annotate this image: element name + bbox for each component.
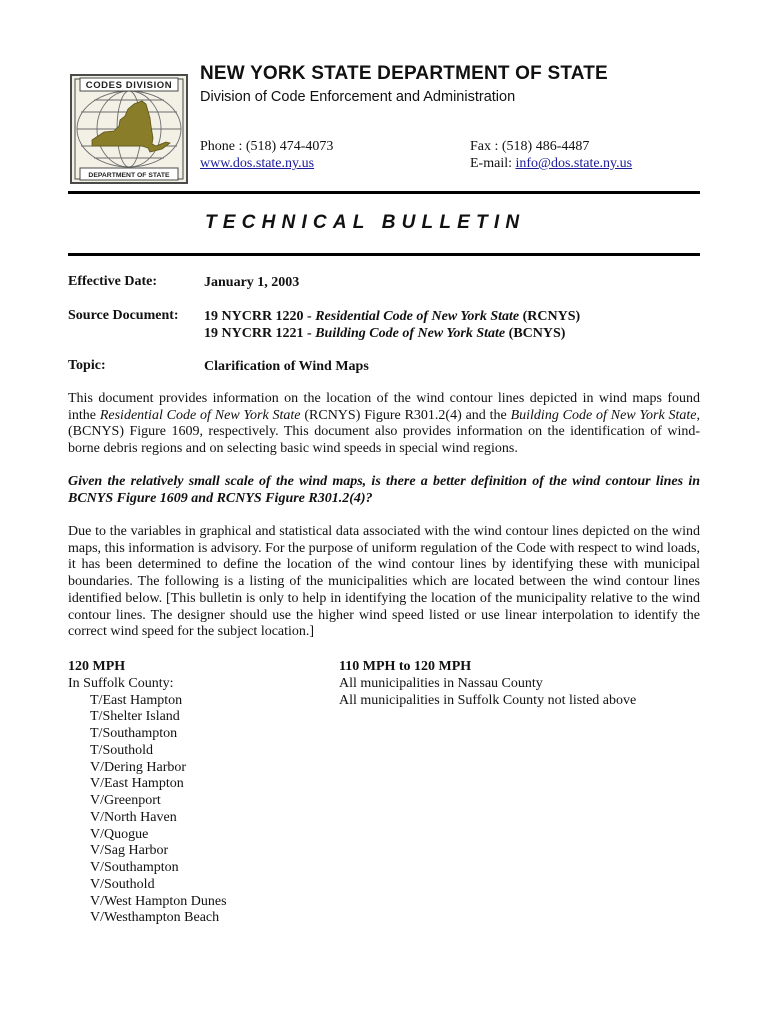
source-documents xyxy=(204,308,580,342)
zone-120-heading: 120 MPH xyxy=(68,659,126,674)
list-item: All municipalities in Suffolk County not listed above xyxy=(339,692,637,708)
website-link[interactable]: www.dos.state.ny.us xyxy=(200,156,315,171)
list-item: V/Southold xyxy=(90,876,155,892)
effective-date-label: Effective Date: xyxy=(68,274,158,289)
source-document-2: 19 NYCRR 1221 - Building Code of New York State (BCNYS) xyxy=(204,326,566,341)
contact-right xyxy=(470,138,632,172)
contact-left xyxy=(200,138,333,172)
list-item: V/Sag Harbor xyxy=(90,843,169,859)
list-item: V/Quogue xyxy=(90,826,149,842)
division-subtitle: Division of Code Enforcement and Administration xyxy=(200,89,516,105)
question-paragraph: Given the relatively small scale of the wind maps, is there a better definition of the wind contour lines in BCNYS Figure 1609 and RCNYS Figure R301.2(4)? xyxy=(68,474,700,506)
logo-bottom-text: DEPARTMENT OF STATE xyxy=(88,172,170,179)
bottom-divider xyxy=(68,253,700,256)
source-document-label: Source Document: xyxy=(68,308,179,323)
logo-top-text: CODES DIVISION xyxy=(85,80,173,91)
topic-label: Topic: xyxy=(68,358,106,373)
codes-division-logo xyxy=(70,74,188,184)
email-label: E-mail: xyxy=(470,156,516,171)
list-item: V/Westhampton Beach xyxy=(90,910,220,926)
bulletin-title: TECHNICAL BULLETIN xyxy=(205,212,526,233)
list-item: V/Dering Harbor xyxy=(90,759,187,775)
effective-date: January 1, 2003 xyxy=(204,275,300,290)
zone-110-120-heading: 110 MPH to 120 MPH xyxy=(339,659,472,674)
list-item: V/North Haven xyxy=(90,809,177,825)
intro-paragraph: This document provides information on the location of the wind contour lines depicted in wind maps found inthe Residential Code of New York State (RCNYS) Figure R301.2(4) and the Building Code of New York State, (BCNYS) Figure 1609, respectively. This document also provides information on the identification of wind-borne debris regions and on selecting basic wind speeds in special wind regions. xyxy=(68,391,700,457)
source-document-1: 19 NYCRR 1220 - Residential Code of New York State (RCNYS) xyxy=(204,309,581,324)
fax-number: Fax : (518) 486-4487 xyxy=(470,139,590,154)
list-item: All municipalities in Nassau County xyxy=(339,675,543,691)
answer-paragraph: Due to the variables in graphical and statistical data associated with the wind contour lines depicted on the wind maps, this information is advisory. For the purpose of uniform regulation of the Code with respect to wind loads, it has been determined to define the location of the wind contour lines by identifying these with municipal boundaries. The following is a listing of the municipalities which are located between the wind contour lines identified below. [This bulletin is only to help in identifying the location of the municipality relative to the wind contour lines. The designer should use the higher wind speed listed or use linear interpolation to identify the correct wind speed for the subject location.] xyxy=(68,524,700,640)
department-title: NEW YORK STATE DEPARTMENT OF STATE xyxy=(200,63,608,84)
phone-number: Phone : (518) 474-4073 xyxy=(200,139,334,154)
wind-zone-110-120-mph xyxy=(339,659,636,709)
list-item: V/East Hampton xyxy=(90,776,184,792)
list-item: T/Shelter Island xyxy=(90,709,180,725)
list-item: T/Southold xyxy=(90,742,154,758)
list-item: V/Southampton xyxy=(90,860,179,875)
top-divider xyxy=(68,191,700,194)
logo-graphic xyxy=(70,74,188,184)
list-item: V/Greenport xyxy=(90,793,161,808)
wind-zone-120-mph xyxy=(68,659,227,927)
list-item: T/East Hampton xyxy=(90,692,183,708)
list-item: T/Southampton xyxy=(90,726,178,741)
suffolk-county-label: In Suffolk County: xyxy=(68,675,174,691)
list-item: V/West Hampton Dunes xyxy=(90,893,227,909)
email-link[interactable]: info@dos.state.ny.us xyxy=(515,156,633,171)
topic-value: Clarification of Wind Maps xyxy=(204,359,369,374)
